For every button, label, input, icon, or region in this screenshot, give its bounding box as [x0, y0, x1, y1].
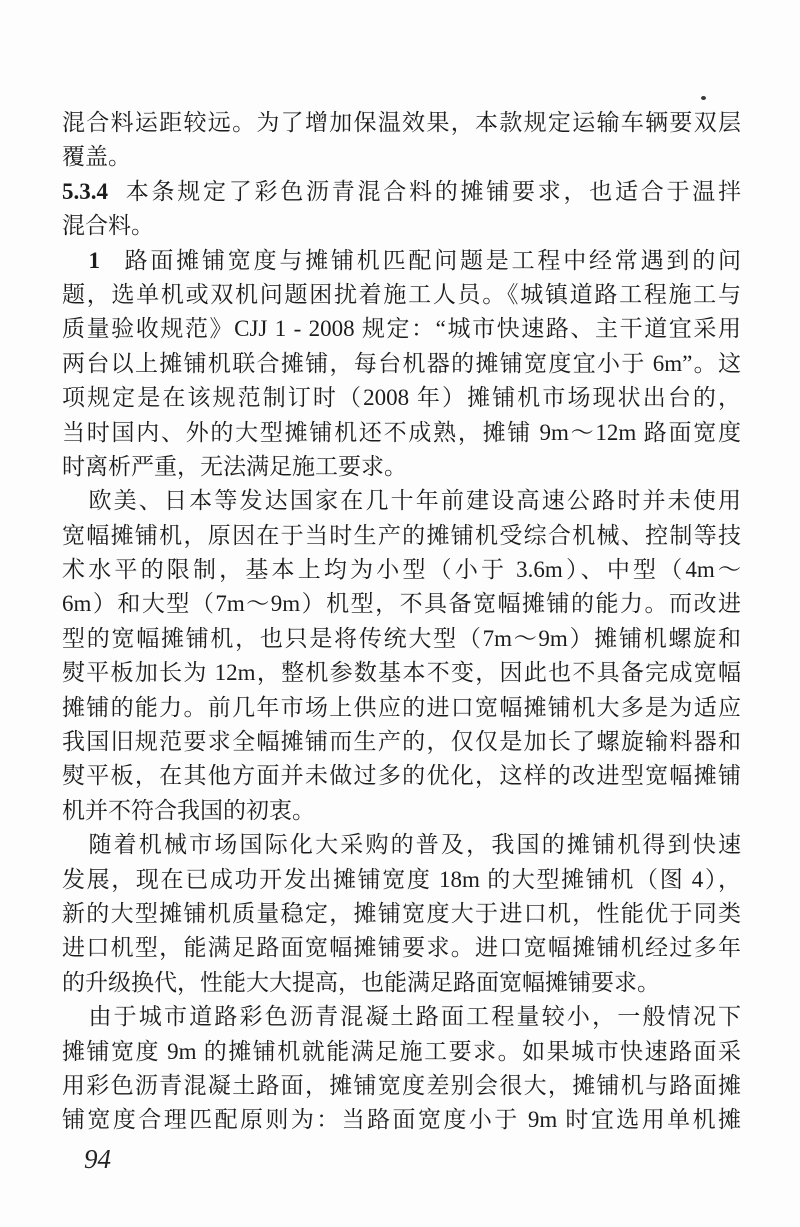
text-line: 进口机型，能满足路面宽幅摊铺要求。进口宽幅摊铺机经过多年 — [62, 935, 741, 961]
text-line: 欧美、日本等发达国家在几十年前建设高速公路时并未使用 — [88, 488, 741, 514]
text-line: 摊铺的能力。前几年市场上供应的进口宽幅摊铺机大多是为适应 — [62, 694, 741, 720]
text-line: 熨平板，在其他方面并未做过多的优化，这样的改进型宽幅摊铺 — [62, 763, 741, 789]
text-line: 由于城市道路彩色沥青混凝土路面工程量较小，一般情况下 — [88, 1004, 741, 1030]
text-line: 我国旧规范要求全幅摊铺而生产的，仅仅是加长了螺旋输料器和 — [62, 729, 741, 755]
list-item-number: 1 — [88, 247, 100, 273]
text-line: 当时国内、外的大型摊铺机还不成熟，摊铺 9m～12m 路面宽度 — [62, 419, 741, 445]
text-line: 项规定是在该规范制订时（2008 年）摊铺机市场现状出台的， — [62, 385, 741, 411]
text-line: 摊铺宽度 9m 的摊铺机就能满足施工要求。如果城市快速路面采 — [62, 1038, 741, 1064]
text-line: 机并不符合我国的初衷。 — [62, 797, 315, 823]
text-line: 新的大型摊铺机质量稳定，摊铺宽度大于进口机，性能优于同类 — [62, 900, 741, 926]
clause-text: 本条规定了彩色沥青混合料的摊铺要求，也适合于温拌 — [122, 178, 741, 204]
text-line: 两台以上摊铺机联合摊铺，每台机器的摊铺宽度宜小于 6m”。这 — [62, 350, 741, 376]
clause-line — [62, 175, 741, 209]
text-line: 6m）和大型（7m～9m）机型，不具备宽幅摊铺的能力。而改进 — [62, 591, 741, 617]
text-line: 发展，现在已成功开发出摊铺宽度 18m 的大型摊铺机（图 4）， — [62, 866, 741, 892]
list-item-line — [62, 244, 741, 278]
text-line: 铺宽度合理匹配原则为：当路面宽度小于 9m 时宜选用单机摊 — [62, 1107, 741, 1133]
text-line: 的升级换代，性能大大提高，也能满足路面宽幅摊铺要求。 — [62, 969, 660, 995]
clause-number: 5.3.4 — [62, 178, 108, 204]
text-line: 宽幅摊铺机，原因在于当时生产的摊铺机受综合机械、控制等技 — [62, 522, 741, 548]
text-line: 题，选单机或双机问题困扰着施工人员。《城镇道路工程施工与 — [62, 281, 741, 307]
text-line: 时离析严重，无法满足施工要求。 — [62, 453, 407, 479]
text-line: 术水平的限制，基本上均为小型（小于 3.6m）、中型（4m～ — [62, 557, 741, 583]
text-line: 型的宽幅摊铺机，也只是将传统大型（7m～9m）摊铺机螺旋和 — [62, 625, 741, 651]
list-item-text: 路面摊铺宽度与摊铺机匹配问题是工程中经常遇到的问 — [121, 247, 741, 273]
page-number: 94 — [84, 1144, 111, 1174]
text-block — [62, 106, 741, 1138]
text-line: 覆盖。 — [62, 144, 131, 170]
text-line: 混合料。 — [62, 213, 154, 239]
text-line: 质量验收规范》CJJ 1 - 2008 规定：“城市快速路、主干道宜采用 — [62, 316, 741, 342]
text-line: 随着机械市场国际化大采购的普及，我国的摊铺机得到快速 — [88, 832, 741, 858]
text-line: 熨平板加长为 12m，整机参数基本不变，因此也不具备完成宽幅 — [62, 660, 741, 686]
scan-artifact-dot — [701, 96, 706, 100]
text-line: 混合料运距较远。为了增加保温效果，本款规定运输车辆要双层 — [62, 110, 741, 135]
text-line: 用彩色沥青混凝土路面，摊铺宽度差别会很大，摊铺机与路面摊 — [62, 1072, 741, 1098]
